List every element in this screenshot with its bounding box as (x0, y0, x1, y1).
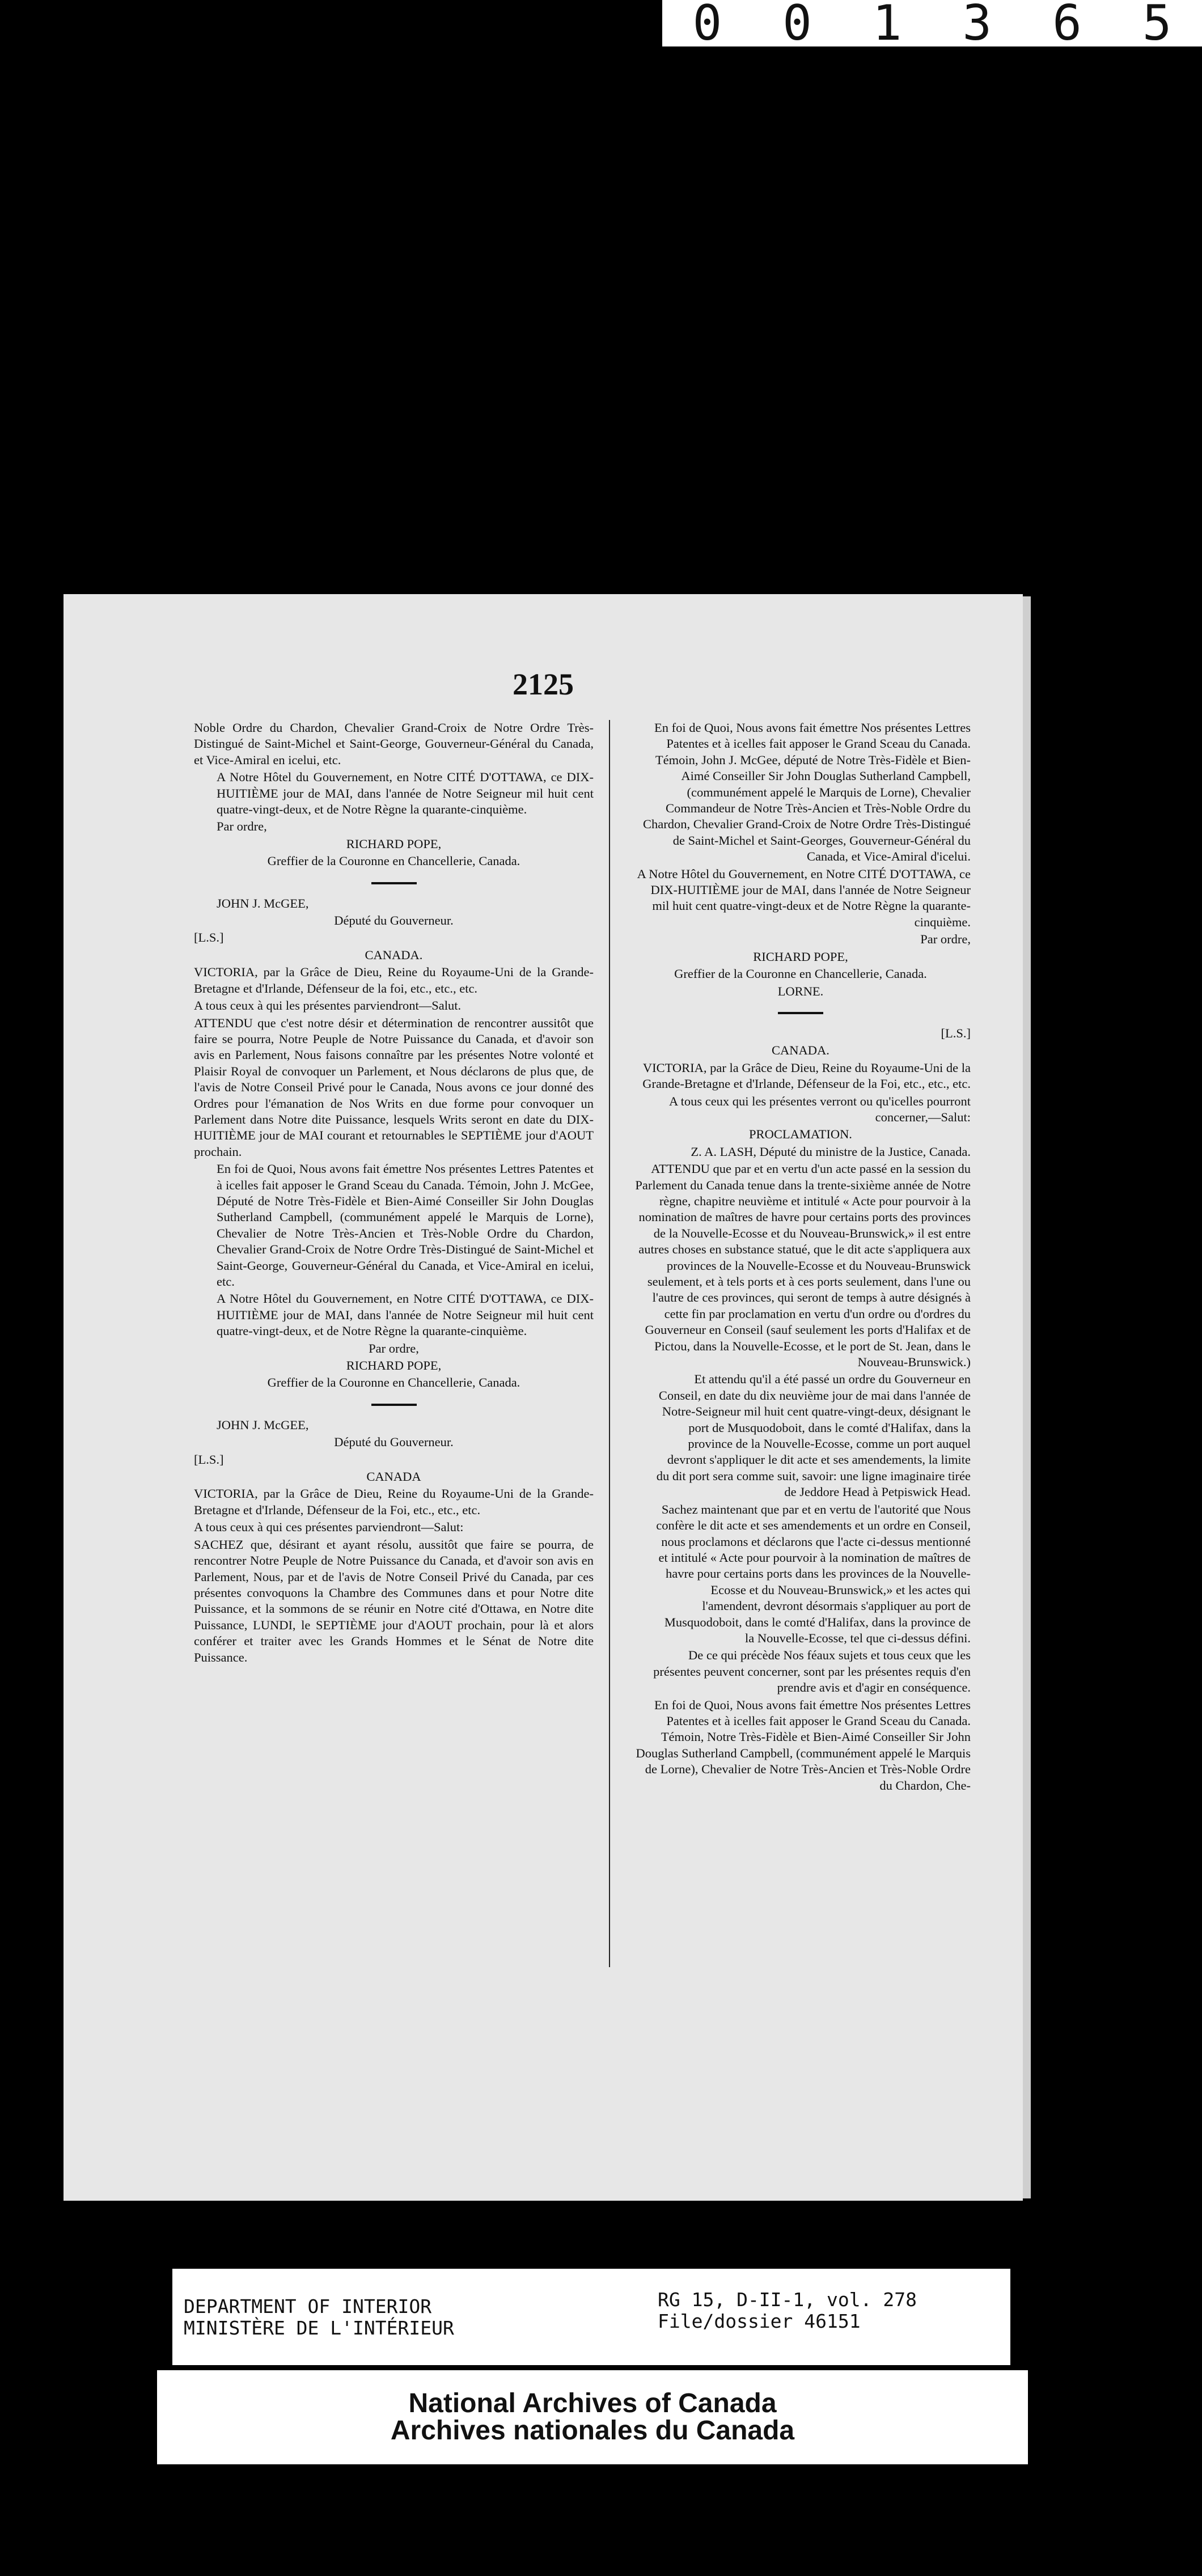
department-en: DEPARTMENT OF INTERIOR (184, 2295, 432, 2317)
paragraph: ATTENDU que par et en vertu d'un acte passé en la session du Parlement du Canada tenue dans la trente-sixième année de Notre règne, chapitre neuvième et intitulé « Acte pour pourvoir à la nomination de maîtres de havre pour certains ports des provinces de la Nouvelle-Ecosse et du Nouveau-Brunswick,» il est entre autres choses en substance statué, que le dit acte s'appliquera aux provinces de la Nouvelle-Ecosse et du Nouveau-Brunswick seulement, et à tels ports et à ces ports seulement, dans l'une ou l'autre de ces provinces, qui seront de temps à autre désignés à cette fin par proclamation en vertu d'un ordre ou d'ordres du Gouverneur en Conseil (sauf seulement les ports d'Halifax et de Pictou, dans la Nouvelle-Ecosse, et le port de St. Jean, dans le Nouveau-Brunswick.) (635, 1162, 971, 1370)
salutation: A tous ceux à qui les présentes parviendront—Salut. (194, 998, 462, 1013)
paragraph: A Notre Hôtel du Gouvernement, en Notre CITÉ D'OTTAWA, ce DIX-HUITIÈME jour de MAI, dans l'année de Notre Seigneur mil huit cent quatre-vingt-deux, et de Notre Règne la quarante-cinquième. (217, 1291, 594, 1338)
paragraph: VICTORIA, par la Grâce de Dieu, Reine du Royaume-Uni de la Grande-Bretagne et d'Irlande, Défenseur de la foi, etc., etc., etc. (194, 965, 594, 995)
archive-reference-label (172, 2269, 1010, 2365)
signatory-lash: Z. A. LASH, Député du ministre de la Justice, Canada. (691, 1144, 971, 1159)
seal-mark: [L.S.] (194, 930, 224, 945)
signature-title: Greffier de la Couronne en Chancellerie, Canada. (267, 1375, 520, 1390)
left-column (194, 720, 594, 1667)
frame-digit: 3 (962, 0, 992, 52)
paragraph: De ce qui précède Nos féaux sujets et tous ceux que les présentes peuvent concerner, sont par les présentes requis d'en prendre avis et d'agir en conséquence. (653, 1648, 971, 1695)
signature-title: Greffier de la Couronne en Chancellerie, Canada. (674, 967, 927, 981)
deputy-name: JOHN J. McGEE, (217, 896, 309, 910)
signature-name: RICHARD POPE, (346, 836, 442, 851)
salutation: A tous ceux qui les présentes verront ou qu'icelles pourront concerner,—Salut: (668, 1094, 971, 1124)
archives-banner (157, 2370, 1028, 2464)
par-ordre: Par ordre, (920, 932, 971, 947)
signature-title: Greffier de la Couronne en Chancellerie, Canada. (267, 854, 520, 868)
paragraph: VICTORIA, par la Grâce de Dieu, Reine du Royaume-Uni de la Grande-Bretagne et d'Irlande, Défenseur de la Foi, etc., etc., etc. (194, 1486, 594, 1517)
heading-canada: CANADA (366, 1469, 421, 1484)
archives-name-en: National Archives of Canada (408, 2388, 777, 2418)
par-ordre: Par ordre, (217, 819, 267, 834)
section-rule (371, 1404, 417, 1406)
paragraph: Et attendu qu'il a été passé un ordre du Gouverneur en Conseil, en date du dix neuvième jour de mai dans l'année de Notre-Seigneur mil huit cent quatre-vingt-deux, désignant le port de Musquodoboit, dans le comté d'Halifax, dans la province de la Nouvelle-Ecosse, comme un port auquel devront s'appliquer le dit acte et ses amendements, la limite du dit port sera comme suit, savoir: une ligne imaginaire tirée de Jeddore Head à Petpiswick Head. (656, 1372, 971, 1499)
record-group-ref: RG 15, D-II-1, vol. 278 (658, 2289, 917, 2311)
frame-number-strip (662, 0, 1202, 52)
right-column (630, 720, 971, 1795)
paragraph: ATTENDU que c'est notre désir et détermination de rencontrer aussitôt que faire se pourra, Notre Peuple de Notre Puissance du Canada, et d'avoir son avis en Parlement, Nous faisons connaître par les présentes Notre volonté et Plaisir Royal de convoquer un Parlement, et Nous déclarons de plus que, de l'avis de Notre Conseil Privé pour le Canada, Nous avons ce jour donné des Ordres pour l'émanation de Nos Writs en due forme pour convoquer un Parlement dans Notre dite Puissance, lesquels Writs seront en date du DIX-HUITIÈME jour de MAI courant et retournables le SEPTIÈME jour d'AOUT prochain. (194, 1015, 594, 1159)
heading-proclamation: PROCLAMATION. (749, 1127, 852, 1142)
document-page (64, 594, 1023, 2201)
paragraph: Sachez maintenant que par et en vertu de l'autorité que Nous confère le dit acte et ses amendements et un ordre en Conseil, nous proclamons et déclarons que l'acte ci-dessus mentionné et intitulé « Acte pour pourvoir à la nomination de maîtres de havre pour certains ports dans les provinces de la Nouvelle-Ecosse et du Nouveau-Brunswick,» et les actes qui l'amendent, devront désormais s'appliquer au port de Musquodoboit, dans le comté d'Halifax, dans la province de la Nouvelle-Ecosse, tel que ci-dessus défini. (656, 1502, 971, 1645)
paragraph: SACHEZ que, désirant et ayant résolu, aussitôt que faire se pourra, de rencontrer Notre Peuple de Notre Puissance du Canada, et d'avoir son avis en Parlement, Nous, par et de l'avis de Notre Conseil Privé du Canada, par ces présentes convoquons la Chambre des Communes dans et pour Notre dite Puissance, et la sommons de se réunir en Notre cité d'Ottawa, en Notre dite Puissance, LUNDI, le SEPTIÈME jour d'AOUT prochain, pour là et alors conférer et traiter avec les Grands Hommes et le Sénat de Notre dite Puissance. (194, 1537, 594, 1664)
seal-mark: [L.S.] (941, 1026, 971, 1040)
frame-digit: 5 (1142, 0, 1172, 52)
lorne-signature: LORNE. (777, 984, 824, 998)
archives-name-fr: Archives nationales du Canada (390, 2416, 795, 2446)
signature-name: RICHARD POPE, (346, 1358, 442, 1373)
frame-digit: 0 (782, 0, 812, 52)
paragraph: En foi de Quoi, Nous avons fait émettre Nos présentes Lettres Patentes et à icelles fait apposer le Grand Sceau du Canada. Témoin, John J. McGee, Député de Notre Très-Fidèle et Bien-Aimé Conseiller Sir John Douglas Sutherland Campbell, (communément appelé le Marquis de Lorne), Chevalier de Notre Très-Ancien et Très-Noble Ordre du Chardon, Chevalier Grand-Croix de Notre Ordre Très-Distingué de Saint-Michel et Saint-George, Gouverneur-Général du Canada, et Vice-Amiral en icelui, etc. (217, 1162, 594, 1289)
section-rule (778, 1012, 823, 1014)
frame-digit: 0 (692, 0, 722, 52)
paragraph: VICTORIA, par la Grâce de Dieu, Reine du Royaume-Uni de la Grande-Bretagne et d'Irlande, Défenseur de la Foi, etc., etc., etc. (642, 1060, 971, 1091)
deputy-name: JOHN J. McGEE, (217, 1417, 309, 1432)
paragraph: A Notre Hôtel du Gouvernement, en Notre CITÉ D'OTTAWA, ce DIX-HUITIÈME jour de MAI, dans l'année de Notre Seigneur mil huit cent quatre-vingt-deux, et de Notre Règne la quarante-cinquième. (217, 770, 594, 817)
page-number: 2125 (513, 667, 574, 701)
file-ref: File/dossier 46151 (658, 2310, 861, 2332)
deputy-title: Député du Gouverneur. (334, 913, 454, 928)
par-ordre: Par ordre, (369, 1341, 419, 1355)
paragraph: A Notre Hôtel du Gouvernement, en Notre CITÉ D'OTTAWA, ce DIX-HUITIÈME jour de MAI, dans l'année de Notre Seigneur mil huit cent quatre-vingt-deux et de Notre Règne la quarante-cinquième. (637, 866, 971, 929)
paragraph: Noble Ordre du Chardon, Chevalier Grand-Croix de Notre Ordre Très-Distingué de Saint-Michel et Saint-George, Gouverneur-Général du Canada, et Vice-Amiral en icelui, etc. (194, 721, 594, 767)
column-divider (609, 720, 610, 1967)
deputy-title: Député du Gouverneur. (334, 1435, 454, 1450)
salutation: A tous ceux à qui ces présentes parviendront—Salut: (194, 1520, 464, 1535)
frame-digit: 1 (872, 0, 902, 52)
seal-mark: [L.S.] (194, 1452, 224, 1467)
paragraph: En foi de Quoi, Nous avons fait émettre Nos présentes Lettres Patentes et à icelles fait apposer le Grand Sceau du Canada. Témoin, Notre Très-Fidèle et Bien-Aimé Conseiller Sir John Douglas Sutherland Campbell, (communément appelé le Marquis de Lorne), Chevalier de Notre Très-Ancien et Très-Noble Ordre du Chardon, Che- (636, 1697, 971, 1793)
department-fr: MINISTÈRE DE L'INTÉRIEUR (184, 2317, 454, 2339)
heading-canada: CANADA. (772, 1043, 829, 1058)
section-rule (371, 882, 417, 884)
frame-digit: 6 (1052, 0, 1082, 52)
paragraph: En foi de Quoi, Nous avons fait émettre Nos présentes Lettres Patentes et à icelles fait apposer le Grand Sceau du Canada. Témoin, John J. McGee, député de Notre Très-Fidèle et Bien-Aimé Conseiller Sir John Douglas Sutherland Campbell, (communément appelé le Marquis de Lorne), Chevalier Commandeur de Notre Très-Ancien et Très-Noble Ordre du Chardon, Chevalier Grand-Croix de Notre Ordre Très-Distingué de Saint-Michel et Saint-Georges, Gouverneur-Général du Canada, et Vice-Amiral d'icelui. (642, 721, 971, 864)
heading-canada: CANADA. (365, 947, 423, 962)
signature-name: RICHARD POPE, (753, 949, 848, 964)
